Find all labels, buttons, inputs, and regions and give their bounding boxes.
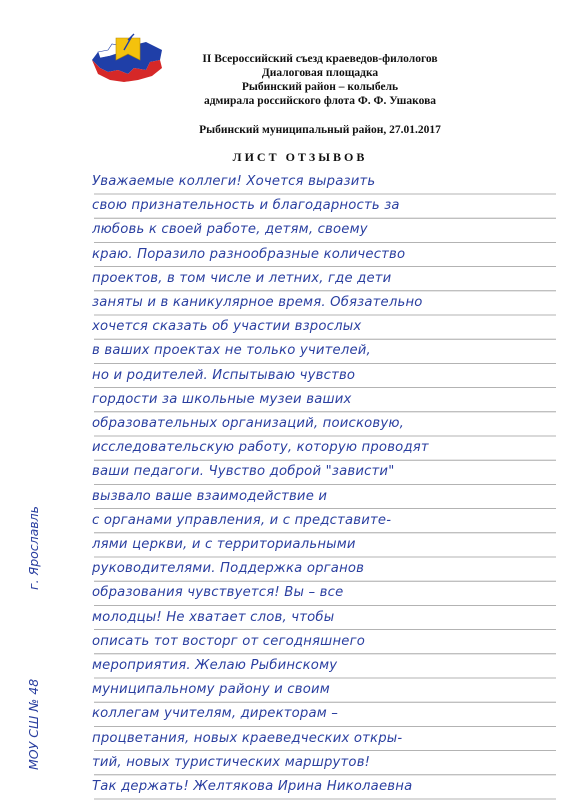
handwritten-line: проектов, в том числе и летних, где дети <box>92 270 392 286</box>
handwritten-line: молодцы! Не хватает слов, чтобы <box>92 609 335 625</box>
handwritten-line: Уважаемые коллеги! Хочется выразить <box>92 174 376 189</box>
handwritten-line: исследовательскую работу, которую проводят <box>92 440 429 456</box>
congress-logo <box>88 30 166 86</box>
event-date: Рыбинский муниципальный район, 27.01.2017 <box>199 124 441 136</box>
handwritten-line: описать тот восторг от сегодняшнего <box>92 633 365 649</box>
handwritten-line: любовь к своей работе, детям, своему <box>92 222 368 238</box>
header-line-4: адмирала российского флота Ф. Ф. Ушакова <box>203 95 437 107</box>
header-line-3: Рыбинский район – колыбель <box>241 81 399 93</box>
handwritten-line: образования чувствуется! Вы – все <box>92 585 344 601</box>
handwritten-line: заняты и в каникулярное время. Обязательно <box>92 295 423 310</box>
margin-city: г. Ярославль <box>26 505 41 590</box>
handwritten-line: тий, новых туристических маршрутов! <box>92 754 371 770</box>
handwritten-line: муниципальному району и своим <box>92 682 330 698</box>
handwritten-line: Так держать! Желтякова Ирина Николаевна <box>92 779 413 794</box>
congress-header <box>160 52 480 108</box>
handwritten-line: руководителями. Поддержка органов <box>92 561 365 577</box>
handwritten-line: свою признательность и благодарность за <box>92 198 400 214</box>
handwritten-line: но и родителей. Испытываю чувство <box>92 367 356 383</box>
handwritten-line: гордости за школьные музеи ваших <box>92 391 352 407</box>
handwritten-line: образовательных организаций, поисковую, <box>92 416 405 431</box>
handwritten-line: ваши педагоги. Чувство доброй "зависти" <box>92 464 395 480</box>
handwritten-line: мероприятия. Желаю Рыбинскому <box>92 658 338 673</box>
handwritten-line: лями церкви, и с территориальными <box>92 537 356 552</box>
handwritten-line: краю. Поразило разнообразные количество <box>92 246 406 262</box>
sheet-title: ЛИСТ ОТЗЫВОВ <box>232 150 368 164</box>
handwritten-line: с органами управления, и с представите- <box>92 512 392 528</box>
handwritten-line: процветания, новых краеведческих откры- <box>92 730 403 746</box>
handwritten-line: хочется сказать об участии взрослых <box>92 319 362 335</box>
handwritten-line: вызвало ваше взаимодействие и <box>92 488 328 504</box>
margin-school: МОУ СШ № 48 <box>26 678 41 770</box>
header-line-1: II Всероссийский съезд краеведов-филологов <box>202 53 438 65</box>
handwritten-line: коллегам учителям, директорам – <box>92 706 339 722</box>
handwritten-line: в ваших проектах не только учителей, <box>92 343 371 359</box>
header-line-2: Диалоговая площадка <box>261 67 379 79</box>
